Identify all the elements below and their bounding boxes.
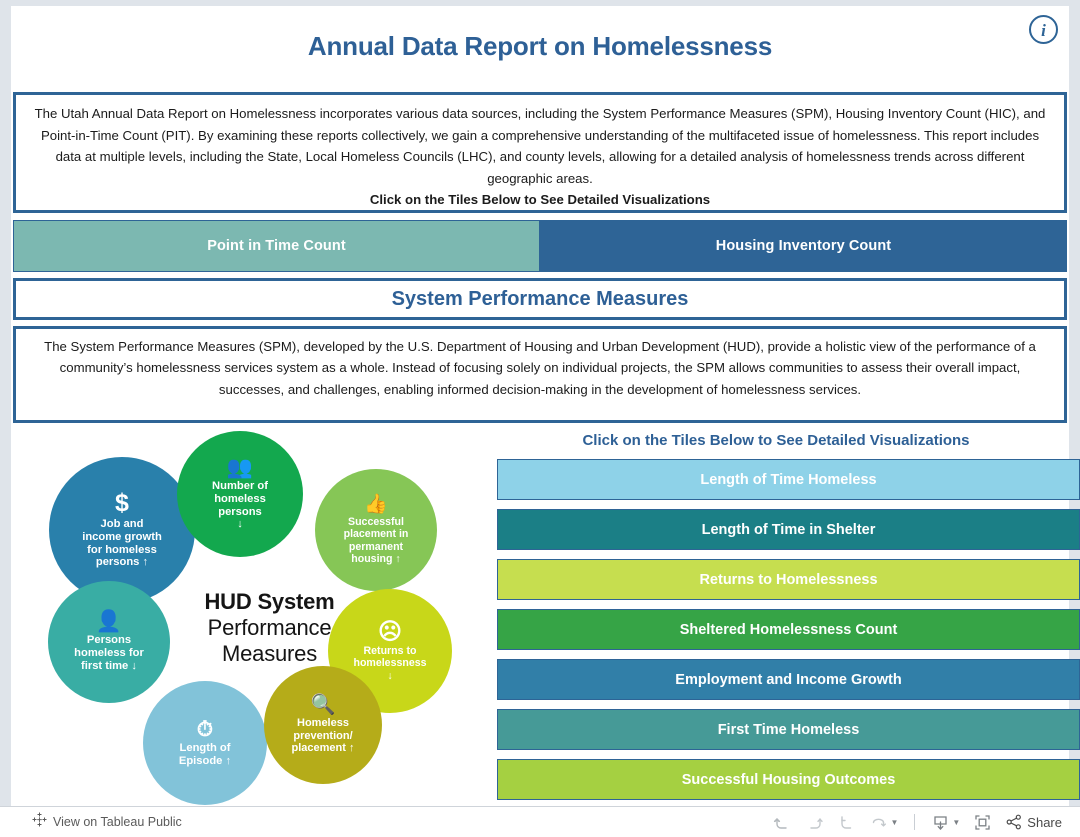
spm-tiles-panel	[486, 427, 1066, 804]
redo-icon[interactable]	[805, 813, 824, 832]
top-navigation-buttons	[13, 220, 1067, 272]
fullscreen-icon[interactable]	[973, 813, 992, 832]
bubble-number-of-homeless-persons	[177, 431, 303, 557]
bubble-successful-placement-permanent-housing	[315, 469, 437, 591]
sad-face-icon: ☹	[378, 618, 402, 645]
share-label: Share	[1027, 814, 1062, 830]
tile-label: Employment and Income Growth	[675, 671, 902, 688]
hud-center-line-3: Measures	[222, 641, 317, 666]
tile-label: Length of Time Homeless	[700, 471, 877, 488]
tile-label: First Time Homeless	[717, 721, 860, 738]
bubble-length-of-episode	[143, 681, 267, 805]
page-title: Annual Data Report on Homelessness	[307, 31, 773, 61]
group-people-icon: 👥	[226, 455, 254, 479]
magnifier-icon: 🔍	[310, 693, 336, 716]
share-button[interactable]	[1005, 813, 1062, 831]
bubble-persons-homeless-first-time	[48, 581, 170, 703]
bubble-job-income-growth	[49, 457, 195, 603]
person-icon: 👤	[95, 610, 123, 634]
tile-label: Successful Housing Outcomes	[681, 771, 896, 788]
thumbs-up-icon: 👍	[364, 493, 388, 515]
refresh-dropdown-caret[interactable]: ▼	[890, 817, 899, 827]
point-in-time-count-label: Point in Time Count	[207, 238, 346, 254]
tile-length-of-time-homeless[interactable]	[497, 459, 1080, 500]
hud-spm-diagram	[27, 429, 482, 804]
download-icon[interactable]	[931, 813, 960, 832]
tile-successful-housing-outcomes[interactable]	[497, 759, 1080, 800]
download-dropdown-caret[interactable]: ▼	[952, 817, 961, 827]
bubble-label: Number of homeless persons ↓	[212, 479, 268, 531]
toolbar-left-group[interactable]	[32, 812, 182, 832]
view-on-tableau-public-label: View on Tableau Public	[53, 815, 182, 829]
undo-icon[interactable]	[773, 813, 792, 832]
tiles-cta-text: Click on the Tiles Below to See Detailed Visualizations	[582, 432, 970, 449]
bubble-label: Successful placement in permanent housing ↑	[343, 515, 409, 565]
tile-sheltered-homelessness-count[interactable]	[497, 609, 1080, 650]
bubble-label: Homeless prevention/ placement ↑	[291, 716, 355, 755]
tableau-viz-frame	[11, 6, 1069, 806]
tableau-toolbar	[0, 806, 1080, 837]
hud-center-line-1: HUD System	[204, 589, 335, 614]
hud-center-line-2: Performance	[207, 615, 332, 640]
title-row	[11, 6, 1069, 88]
toolbar-right-group	[773, 813, 1062, 832]
system-performance-measures-header-button[interactable]	[13, 278, 1067, 320]
point-in-time-count-button[interactable]	[13, 220, 540, 272]
toolbar-divider	[914, 814, 915, 830]
tile-returns-to-homelessness[interactable]	[497, 559, 1080, 600]
bubble-label: Length of Episode ↑	[178, 741, 232, 767]
revert-icon[interactable]	[837, 813, 856, 832]
dollar-sign-icon: $	[115, 488, 129, 517]
system-performance-measures-label: System Performance Measures	[391, 287, 689, 310]
svg-text:i: i	[1041, 21, 1046, 40]
spm-description-box	[13, 326, 1067, 423]
lower-content-area	[13, 427, 1067, 804]
bubble-label: Returns to homelessness ↓	[353, 645, 427, 682]
refresh-icon[interactable]	[869, 813, 898, 832]
tableau-logo-icon	[32, 812, 47, 832]
housing-inventory-count-button[interactable]	[540, 220, 1067, 272]
intro-cta-text: Click on the Tiles Below to See Detailed Visualizations	[369, 192, 711, 208]
stopwatch-icon: ⏱	[196, 717, 214, 741]
tile-label: Returns to Homelessness	[699, 571, 878, 588]
info-circle-icon[interactable]	[1028, 14, 1059, 45]
tile-employment-and-income-growth[interactable]	[497, 659, 1080, 700]
bubble-label: Persons homeless for first time ↓	[74, 634, 144, 672]
tile-label: Sheltered Homelessness Count	[679, 621, 898, 638]
tile-length-of-time-in-shelter[interactable]	[497, 509, 1080, 550]
intro-body-text: The Utah Annual Data Report on Homelessness incorporates various data sources, including the System Performance Measures (SPM), Housing Inventory Count (HIC), and Point-in-Time Count (PIT). By examining these reports collectively, we gain a comprehensive understanding of the multifaceted issue of homelessness. This report includes data at multiple levels, including the State, Local Homeless Councils (LHC), and county levels, allowing for a detailed analysis of homelessness trends across different geographic areas.	[34, 106, 1046, 186]
spm-description-text: The System Performance Measures (SPM), developed by the U.S. Department of Housing and Urban Development (HUD), provide a holistic view of the performance of a community’s homelessness services system as a whole. Instead of focusing solely on individual projects, the SPM allows communities to assess their overall impact, successes, and challenges, enabling informed decision-making in the development of homelessness services.	[44, 339, 1036, 397]
tile-first-time-homeless[interactable]	[497, 709, 1080, 750]
intro-text-box	[13, 92, 1067, 213]
tile-label: Length of Time in Shelter	[701, 521, 876, 538]
bubble-label: Job and income growth for homeless persons ↑	[82, 517, 162, 569]
bubble-homeless-prevention-placement	[264, 666, 382, 784]
housing-inventory-count-label: Housing Inventory Count	[715, 238, 892, 254]
